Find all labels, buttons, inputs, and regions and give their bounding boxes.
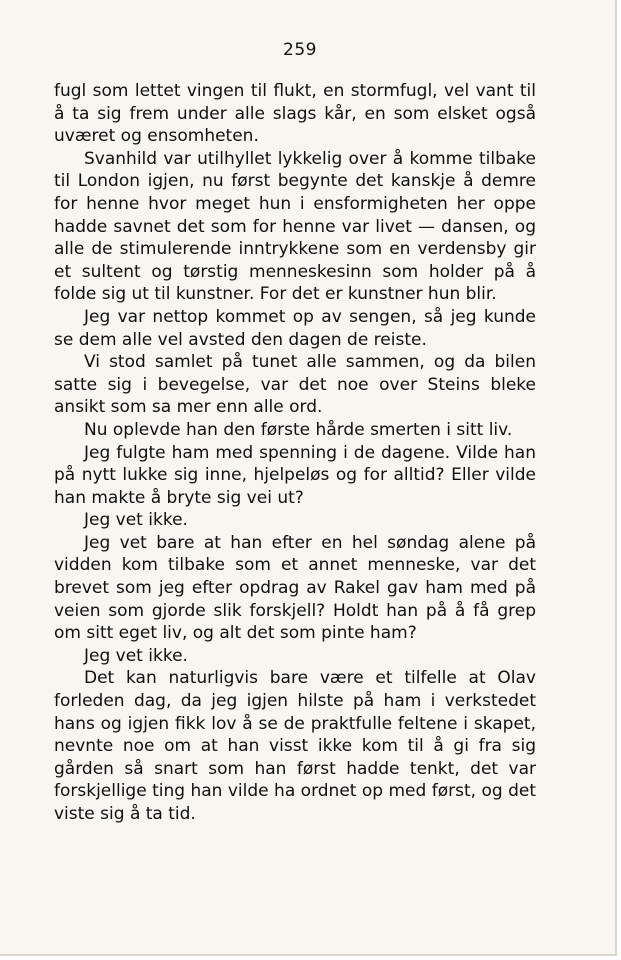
body-text [54, 80, 536, 826]
paragraph-10: Det kan naturligvis bare være et tilfelle at Olav forleden dag, da jeg igjen hilste på ham i verkstedet hans og igjen fikk lov å se de praktfulle feltene i skapet, nevnte noe om at han visst ikke kom til å gi fra sig gården så snart som han først hadde tenkt, det var forskjellige ting han vilde ha ordnet op med først, og det viste sig å ta tid. [54, 668, 536, 824]
paragraph-1: fugl som lettet vingen til flukt, en stormfugl, vel vant til å ta sig frem under alle slags kår, en som elsket også uværet og ensomheten. [54, 81, 536, 147]
page-number: 259 [283, 40, 317, 60]
paragraph-8: Jeg vet bare at han efter en hel søndag alene på vidden kom tilbake som et annet menneske, var det brevet som jeg efter opdrag av Rakel gav ham med på veien som gjorde slik forskjell? Holdt han på å få grep om sitt eget liv, og alt det som pinte ham? [54, 532, 536, 644]
paragraph-6: Jeg fulgte ham med spenning i de dagene. Vilde han på nytt lukke sig inne, hjelpeløs og for alltid? Eller vilde han makte å bryte sig vei ut? [54, 442, 536, 508]
paragraph-3: Jeg var nettop kommet op av sengen, så jeg kunde se dem alle vel avsted den dagen de reiste. [54, 306, 536, 350]
paragraph-5: Nu oplevde han den første hårde smerten i sitt liv. [84, 419, 513, 440]
paragraph-2: Svanhild var utilhyllet lykkelig over å komme tilbake til London igjen, nu først begynte det kanskje å demre for henne hvor meget hun i ensformigheten her oppe hadde savnet det som for henne var livet — dansen, og alle de stimulerende inntrykkene som en verdensby gir et sultent og tørstig menneskesinn som holder på å folde sig ut til kunstner. For det er kunstner hun blir. [54, 148, 536, 305]
paragraph-7: Jeg vet ikke. [84, 510, 188, 531]
paragraph-9: Jeg vet ikke. [84, 645, 188, 666]
paragraph-4: Vi stod samlet på tunet alle sammen, og da bilen satte sig i bevegelse, var det noe over Steins bleke ansikt som sa mer enn alle ord. [54, 352, 536, 418]
